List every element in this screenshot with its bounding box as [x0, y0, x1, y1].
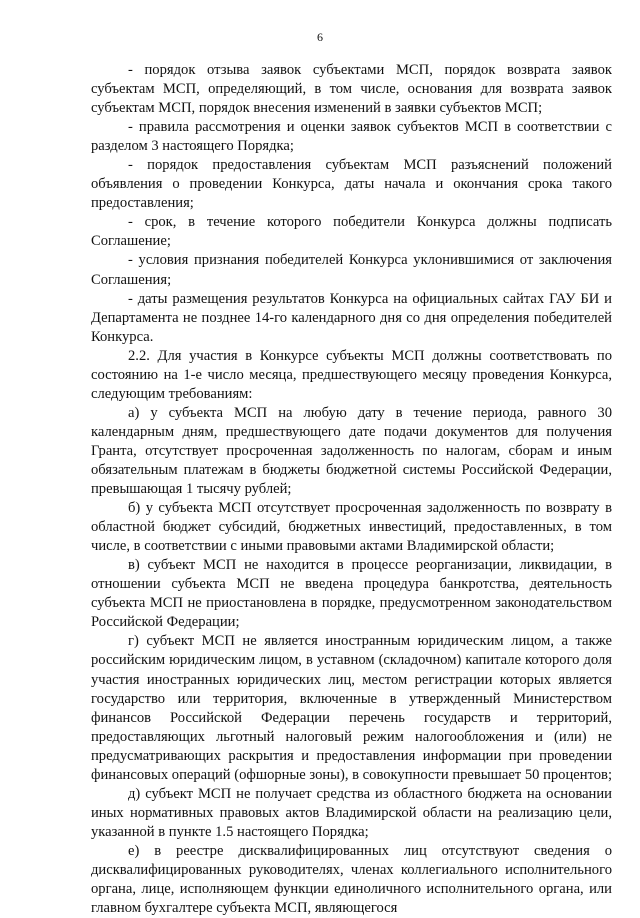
- paragraph-requirement-b: б) у субъекта МСП отсутствует просроченная задолженность по возврату в областной бюджет субсидий, бюджетных инвестиций, предоставленных, в том числе, в соответствии с иными правовыми актами Владимирской области;: [91, 500, 612, 555]
- paragraph-bullet-signing-deadline: - срок, в течение которого победители Конкурса должны подписать Соглашение;: [91, 214, 612, 250]
- paragraph-requirement-a: а) у субъекта МСП на любую дату в течение периода, равного 30 календарным дням, предшествующего дате подачи документов для получения Гранта, отсутствует просроченная задолженность по налогам, сборам и иным обязательным платежам в бюджеты бюджетной системы Российской Федерации, превышающая 1 тысячу рублей;: [91, 404, 612, 498]
- paragraph-requirement-d: д) субъект МСП не получает средства из областного бюджета на основании иных нормативных правовых актов Владимирской области на реализацию цели, указанной в пункте 1.5 настоящего Порядка;: [91, 785, 612, 840]
- paragraph-bullet-clarifications: - порядок предоставления субъектам МСП разъяснений положений объявления о проведении Конкурса, даты начала и окончания срока такого предоставления;: [91, 157, 612, 212]
- paragraph-section-2-2: 2.2. Для участия в Конкурсе субъекты МСП должны соответствовать по состоянию на 1-е число месяца, предшествующего месяцу проведения Конкурса, следующим требованиям:: [91, 347, 612, 402]
- paragraph-bullet-evasion-conditions: - условия признания победителей Конкурса уклонившимися от заключения Соглашения;: [91, 252, 612, 288]
- paragraph-bullet-evaluation-rules: - правила рассмотрения и оценки заявок субъектов МСП в соответствии с разделом 3 настоящего Порядка;: [91, 119, 612, 155]
- paragraph-bullet-results-publication: - даты размещения результатов Конкурса на официальных сайтах ГАУ БИ и Департамента не позднее 14-го календарного дня со дня определения победителей Конкурса.: [91, 290, 612, 345]
- paragraph-requirement-g: г) субъект МСП не является иностранным юридическим лицом, а также российским юридическим лицом, в уставном (складочном) капитале которого доля участия иностранных юридических лиц, местом регистрации которых является государство или территория, включенные в утвержденный Министерством финансов Российской Федерации перечень государств и территорий, предоставляющих льготный налоговый режим налогообложения и (или) не предусматривающих раскрытия и предоставления информации при проведении финансовых операций (офшорные зоны), в совокупности превышает 50 процентов;: [91, 633, 612, 783]
- paragraph-bullet-withdrawal: - порядок отзыва заявок субъектами МСП, порядок возврата заявок субъектам МСП, определяющий, в том числе, основания для возврата заявок субъектам МСП, порядок внесения изменений в заявки субъектов МСП;: [91, 62, 612, 117]
- page-number: 6: [317, 30, 323, 44]
- document-body: [91, 61, 612, 918]
- paragraph-requirement-e: е) в реестре дисквалифицированных лиц отсутствуют сведения о дисквалифицированных руководителях, членах коллегиального исполнительного органа, лице, исполняющем функции единоличного исполнительного органа, или главном бухгалтере субъекта МСП, являющегося: [91, 842, 612, 917]
- paragraph-requirement-v: в) субъект МСП не находится в процессе реорганизации, ликвидации, в отношении субъекта МСП не введена процедура банкротства, деятельность субъекта МСП не приостановлена в порядке, предусмотренном законодательством Российской Федерации;: [91, 557, 612, 631]
